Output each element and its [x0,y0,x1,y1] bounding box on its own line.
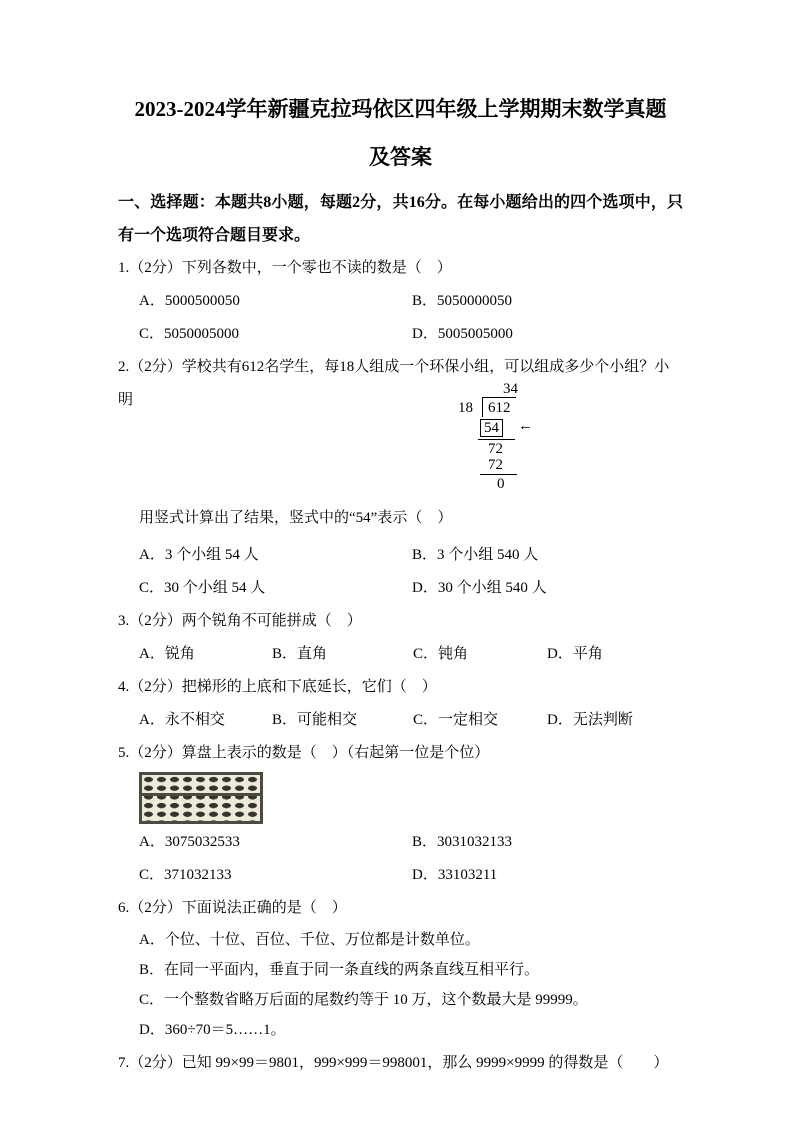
question-7 [118,1047,683,1080]
question-1-stem: 1.（2分）下列各数中，一个零也不读的数是（ ） [118,260,452,276]
question-2-stem: 2.（2分）学校共有612名学生，每18人组成一个环保小组，可以组成多少个小组？小明 [118,359,670,408]
question-4 [118,671,683,737]
division-rule-line-1 [478,439,515,440]
division-dividend: 612 [482,397,516,417]
question-6-option-d: D．360÷70＝5……1。 [139,1022,286,1038]
question-5-option-a: A．3075032533 [139,834,240,850]
exam-title-line1: 2023-2024学年新疆克拉玛依区四年级上学期期末数学真题 [134,97,667,121]
question-2-option-a: A．3 个小组 54 人 [139,547,259,563]
question-4-option-d: D．无法判断 [547,712,633,728]
question-6-option-c: C．一个整数省略万后面的尾数约等于 10 万，这个数最大是 99999。 [139,992,588,1008]
question-1 [118,252,683,351]
question-4-option-a: A．永不相交 [139,712,225,728]
question-1-option-d: D．5005005000 [412,326,513,342]
question-6-option-b: B．在同一平面内，垂直于同一条直线的两条直线互相平行。 [139,962,540,978]
question-7-stem: 7.（2分）已知 99×99＝9801，999×999＝998001，那么 9999×9999 的得数是（ ） [118,1055,669,1071]
section-header: 一、选择题：本题共8小题，每题2分，共16分。在每小题给出的四个选项中，只有一个选项符合题目要求。 [118,194,683,244]
question-5 [118,737,683,892]
division-partial-product-boxed: 54 [480,419,503,437]
question-4-option-b: B．可能相交 [272,712,358,728]
question-1-option-a: A．5000500050 [139,293,240,309]
left-arrow-icon: ← [518,418,533,434]
question-2-stem-continued: 用竖式计算出了结果，竖式中的“54”表示（ ） [139,510,453,526]
question-5-option-c: C．371032133 [139,867,232,883]
question-5-stem: 5.（2分）算盘上表示的数是（ ）（右起第一位是个位） [118,745,490,761]
question-3-stem: 3.（2分）两个锐角不可能拼成（ ） [118,613,362,629]
question-4-stem: 4.（2分）把梯形的上底和下底延长，它们（ ） [118,679,437,695]
question-3-options [118,638,683,671]
question-5-option-b: B．3031032133 [412,834,513,850]
question-3 [118,605,683,671]
question-1-options-row2 [118,318,683,351]
question-6-stem: 6.（2分）下面说法正确的是（ ） [118,900,347,916]
division-bringdown: 72 [488,441,503,457]
question-2-option-b: B．3 个小组 540 人 [412,547,539,563]
abacus-image [139,772,263,824]
question-2 [118,351,683,605]
question-5-options-row2 [118,859,683,892]
question-4-options [118,704,683,737]
question-1-options-row1 [118,285,683,318]
question-3-option-b: B．直角 [272,646,328,662]
question-5-option-d: D．33103211 [412,867,498,883]
division-partial-product-2: 72 [488,457,503,473]
question-1-option-c: C．5050005000 [139,326,240,342]
question-6-option-a: A．个位、十位、百位、千位、万位都是计数单位。 [139,932,480,948]
question-2-option-d: D．30 个小组 540 人 [412,580,547,596]
division-rule-line-2 [480,474,517,475]
question-1-option-b: B．5050000050 [412,293,513,309]
question-6 [118,892,683,1045]
question-2-options-row2 [118,572,683,605]
question-5-options-row1 [118,826,683,859]
division-divisor: 18 [458,400,473,416]
question-4-option-c: C．一定相交 [413,712,499,728]
question-2-options-row1 [118,539,683,572]
division-remainder: 0 [497,476,505,492]
question-3-option-a: A．锐角 [139,646,195,662]
question-2-option-c: C．30 个小组 54 人 [139,580,266,596]
long-division-diagram [458,381,598,491]
question-3-option-d: D．平角 [547,646,603,662]
question-3-option-c: C．钝角 [413,646,469,662]
division-spacer [118,417,683,502]
exam-title-line2: 及答案 [369,145,432,169]
division-quotient: 34 [503,381,518,397]
